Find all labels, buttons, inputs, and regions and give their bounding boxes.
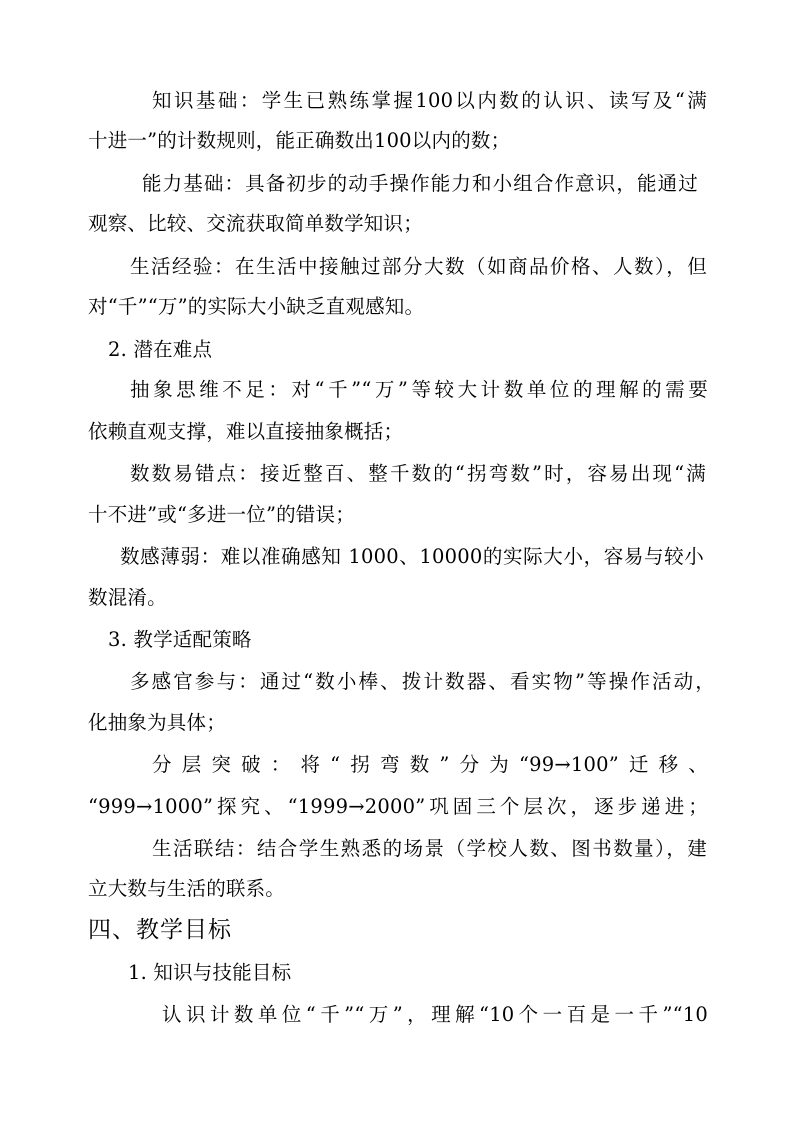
paragraph-line: 依赖直观支撑，难以直接抽象概括； <box>88 420 404 443</box>
paragraph-line: 十不进”或“多进一位”的错误； <box>88 503 355 526</box>
section-heading: 2. 潜在难点 <box>108 338 213 361</box>
paragraph-line: 对“千”“万”的实际大小缺乏直观感知。 <box>88 295 425 318</box>
paragraph-line: 抽象思维不足：对“千”“万”等较大计数单位的理解的需要 <box>130 378 708 401</box>
paragraph-line: 化抽象为具体； <box>88 711 226 734</box>
paragraph-line: 分层突破：将“拐弯数”分为“99→100”迁移、 <box>152 753 708 776</box>
paragraph-line: 观察、比较、交流获取简单数学知识； <box>88 212 423 235</box>
paragraph-line: 十进一”的计数规则，能正确数出100以内的数； <box>88 129 511 152</box>
paragraph-line: 数数易错点：接近整百、整千数的“拐弯数”时，容易出现“满 <box>130 462 706 485</box>
paragraph-line: 知识基础：学生已熟练掌握100以内数的认识、读写及“满 <box>152 89 707 112</box>
paragraph-line: 生活经验：在生活中接触过部分大数（如商品价格、人数），但 <box>130 255 707 278</box>
paragraph-line: 生活联结：结合学生熟悉的场景（学校人数、图书数量），建 <box>152 837 707 860</box>
paragraph-line: 能力基础：具备初步的动手操作能力和小组合作意识，能通过 <box>142 172 698 195</box>
paragraph-line: 数混淆。 <box>88 586 167 609</box>
chapter-heading: 四、教学目标 <box>88 917 232 943</box>
paragraph-line: 数感薄弱：难以准确感知 1000、10000的实际大小，容易与较小 <box>120 545 704 568</box>
paragraph-line: 立大数与生活的联系。 <box>88 877 286 900</box>
paragraph-line: “999→1000”探究、“1999→2000”巩固三个层次，逐步递进； <box>88 795 708 818</box>
section-heading: 3. 教学适配策略 <box>108 628 252 651</box>
paragraph-line: 认识计数单位“千”“万”，理解“10个一百是一千”“10 <box>162 1003 708 1026</box>
section-heading: 1. 知识与技能目标 <box>128 961 292 984</box>
paragraph-line: 多感官参与：通过“数小棒、拨计数器、看实物”等操作活动， <box>130 670 715 693</box>
